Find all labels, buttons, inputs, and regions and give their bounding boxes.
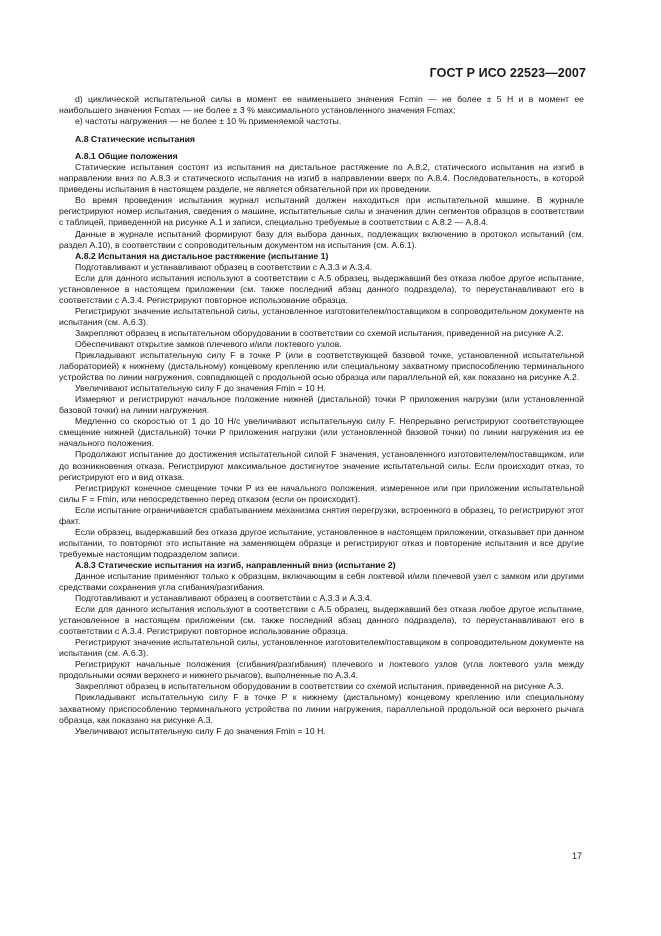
paragraph: Подготавливают и устанавливают образец в соответствии с А.3.3 и А.3.4. [75, 261, 373, 272]
paragraph: Статические испытания состоят из испытания на дистальное растяжение по А.8.2, статического испытания на изгиб в направлении вниз по А.8.3 и статического испытания на изгиб в направлении вверх по А.8.4. Последовательность, в которой приведены испытания в настоящем разделе, не является обязательной при их проведении. [59, 162, 584, 195]
paragraph: Прикладывают испытательную силу F в точке P (или в соответствующей базовой точке, установленной испытательной лабораторией) к нижнему (дистальному) концевому креплению или специальному захватному приспособлению терминального устройства по линии нагружения, совпадающей с продольной осью образца или параллельной ей, как показано на рисунке А.2. [59, 350, 584, 383]
paragraph: Подготавливают и устанавливают образец в соответствии с А.3.3 и А.3.4. [75, 593, 373, 604]
paragraph: e) частоты нагружения — не более ± 10 % применяемой частоты. [75, 116, 342, 127]
section-heading-a8: А.8 Статические испытания [75, 134, 195, 145]
subsection-heading-a82: А.8.2 Испытания на дистальное растяжение (испытание 1) [75, 250, 329, 261]
paragraph: Во время проведения испытания журнал испытаний должен находиться при испытательной машине. В журнале регистрируют номер испытания, сведения о машине, испытательные силы и значения длин сегментов образцов в соответствии с таблицей, приведенной на рисунке А.1 и записи, специально требуемые в соответствии с А.8.2 — А.8.4. [59, 195, 584, 228]
paragraph: Регистрируют значение испытательной силы, установленное изготовителем/поставщиком в сопроводительном документе на испытания (см. А.6.3). [59, 305, 584, 327]
paragraph: Продолжают испытание до достижения испытательной силой F значения, установленного изготовителем/поставщиком, или до возникновения отказа. Регистрируют максимальное достигнутое значение испытательной силы. Если происходит отказ, то регистрируют его и вид отказа. [59, 449, 584, 482]
paragraph: Если испытание ограничивается срабатыванием механизма снятия перегрузки, встроенного в образец, то регистрируют этот факт. [59, 504, 584, 526]
paragraph: Данное испытание применяют только к образцам, включающим в себя локтевой и/или плечевой узел с замком или другими средствами сохранения угла сгибания/разгибания. [59, 570, 584, 593]
paragraph: Увеличивают испытательную силу F до значения Fmin = 10 Н. [75, 725, 326, 736]
paragraph: Регистрируют начальные положения (сгибания/разгибания) плечевого и локтевого узлов (угла локтевого узла между продольными осями верхнего и нижнего рычагов), выполненные по А.3.4. [59, 659, 584, 681]
paragraph: Прикладывают испытательную силу F в точке P к нижнему (дистальному) концевому креплению или специальному захватному приспособлению терминального устройства по линии нагружения, параллельной продольной оси верхнего рычага образца, как показано на рисунке А.3. [59, 692, 584, 725]
subsection-heading-a83: А.8.3 Статические испытания на изгиб, направленный вниз (испытание 2) [75, 559, 396, 570]
paragraph: Регистрируют значение испытательной силы, установленное изготовителем/поставщиком в сопроводительном документе на испытания (см. А.6.3). [59, 637, 584, 659]
paragraph: Измеряют и регистрируют начальное положение нижней (дистальной) точки P приложения нагрузки (или установленной базовой точки) на линии нагружения. [59, 394, 584, 416]
paragraph: Если для данного испытания используют в соответствии с А.5 образец, выдержавший без отказа любое другое испытание, установленное в настоящем приложении (см. также последний абзац данного подраздела), то переустанавливают его в соответствии с А.3.4. Регистрируют повторное использование образца. [59, 604, 584, 637]
paragraph: Если для данного испытания используют в соответствии с А.5 образец, выдержавший без отказа любое другое испытание, установленное в настоящем приложении (см. также последний абзац данного подраздела), то переустанавливают его в соответствии с А.3.4. Регистрируют повторное использование образца. [59, 272, 584, 305]
paragraph: Регистрируют конечное смещение точки P из ее начального положения, измеренное или при приложении испытательной силы F = Fmin, или непосредственно перед отказом (если он происходит). [59, 482, 584, 504]
subsection-heading-a81: А.8.1 Общие положения [75, 151, 178, 162]
paragraph: Данные в журнале испытаний формируют базу для выбора данных, подлежащих включению в протокол испытаний (см. раздел А.10), в соответствии с сопроводительным документом на испытания (см. А.6.1). [59, 228, 584, 250]
page-number: 17 [572, 851, 583, 861]
paragraph: Если образец, выдержавший без отказа другое испытание, установленное в настоящем приложении, отказывает при данном испытании, то повторяют это испытание на заменяющем образце и регистрируют отказ и повторение испытания и все другие требуемые настоящим подразделом записи. [59, 526, 584, 559]
document-header: ГОСТ Р ИСО 22523—2007 [429, 66, 586, 80]
paragraph: Медленно со скоростью от 1 до 10 Н/с увеличивают испытательную силу F. Непрерывно регистрируют соответствующее смещение нижней (дистальной) точки P приложения нагрузки (или установленной базовой точки) по линии нагружения из ее начального положения. [59, 416, 584, 449]
paragraph: Обеспечивают открытие замков плечевого и/или локтевого узлов. [75, 338, 342, 349]
paragraph: Увеличивают испытательную силу F до значения Fmin = 10 Н. [75, 383, 326, 394]
document-body [59, 94, 584, 737]
paragraph: Закрепляют образец в испытательном оборудовании в соответствии со схемой испытания, приведенной на рисунке А.3. [75, 681, 564, 692]
paragraph: Закрепляют образец в испытательном оборудовании в соответствии со схемой испытания, приведенной на рисунке А.2. [75, 327, 564, 338]
paragraph: d) циклической испытательной силы в момент ее наименьшего значения Fcmin — не более ± 5 Н и в момент ее наибольшего значения Fcmax — не более ± 3 % максимального установленного значения Fcmax; [59, 94, 584, 116]
